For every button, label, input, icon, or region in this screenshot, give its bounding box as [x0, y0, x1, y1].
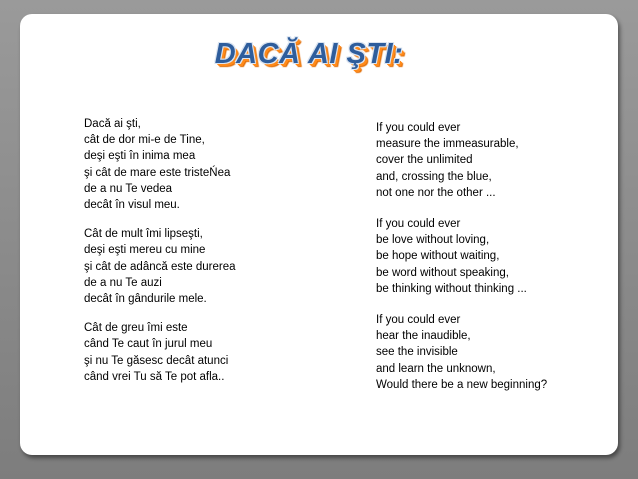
- poem-line: şi cât de adâncă este durerea: [84, 260, 236, 273]
- poem-line: be thinking without thinking ...: [376, 282, 527, 295]
- slide-title: DACĂ AI ŞTI:: [214, 38, 404, 70]
- poem-stanza: [84, 116, 334, 213]
- poem-line: and learn the unknown,: [376, 362, 496, 375]
- poem-stanza: [84, 226, 334, 307]
- romanian-poem: [84, 116, 334, 398]
- poem-line: If you could ever: [376, 314, 461, 327]
- poem-line: decât în gândurile mele.: [84, 293, 207, 306]
- poem-line: hear the inaudible,: [376, 330, 471, 343]
- poem-line: cover the unlimited: [376, 154, 473, 167]
- poem-line: Cât de greu îmi este: [84, 322, 188, 335]
- poem-stanza: [84, 320, 334, 385]
- poem-line: de a nu Te vedea: [84, 182, 173, 195]
- slide: [20, 14, 618, 455]
- poem-line: be love without loving,: [376, 234, 490, 247]
- poem-line: şi nu Te găsesc decât atunci: [84, 354, 229, 367]
- poem-line: când vrei Tu să Te pot afla..: [84, 370, 225, 383]
- poem-stanza: [376, 216, 606, 297]
- poem-stanza: [376, 312, 606, 393]
- poem-line: If you could ever: [376, 122, 461, 134]
- poem-line: cât de dor mi-e de Tine,: [84, 134, 205, 147]
- poem-line: see the invisible: [376, 346, 458, 359]
- poem-line: Cât de mult îmi lipseşti,: [84, 228, 203, 241]
- poem-stanza: [376, 120, 606, 201]
- poem-line: and, crossing the blue,: [376, 170, 492, 183]
- poem-line: deşi eşti mereu cu mine: [84, 244, 206, 257]
- poem-line: be hope without waiting,: [376, 250, 500, 263]
- poem-line: deşi eşti în inima mea: [84, 150, 196, 163]
- poem-line: not one nor the other ...: [376, 186, 496, 199]
- poem-line: când Te caut în jurul meu: [84, 338, 213, 351]
- poem-line: de a nu Te auzi: [84, 276, 162, 289]
- poem-line: Dacă ai şti,: [84, 118, 141, 130]
- poem-line: If you could ever: [376, 218, 461, 231]
- poem-line: şi cât de mare este tristeŃea: [84, 166, 231, 179]
- poem-line: measure the immeasurable,: [376, 138, 519, 151]
- english-poem: [376, 120, 606, 408]
- poem-line: decât în visul meu.: [84, 199, 180, 212]
- poem-line: Would there be a new beginning?: [376, 378, 548, 391]
- poem-line: be word without speaking,: [376, 266, 509, 279]
